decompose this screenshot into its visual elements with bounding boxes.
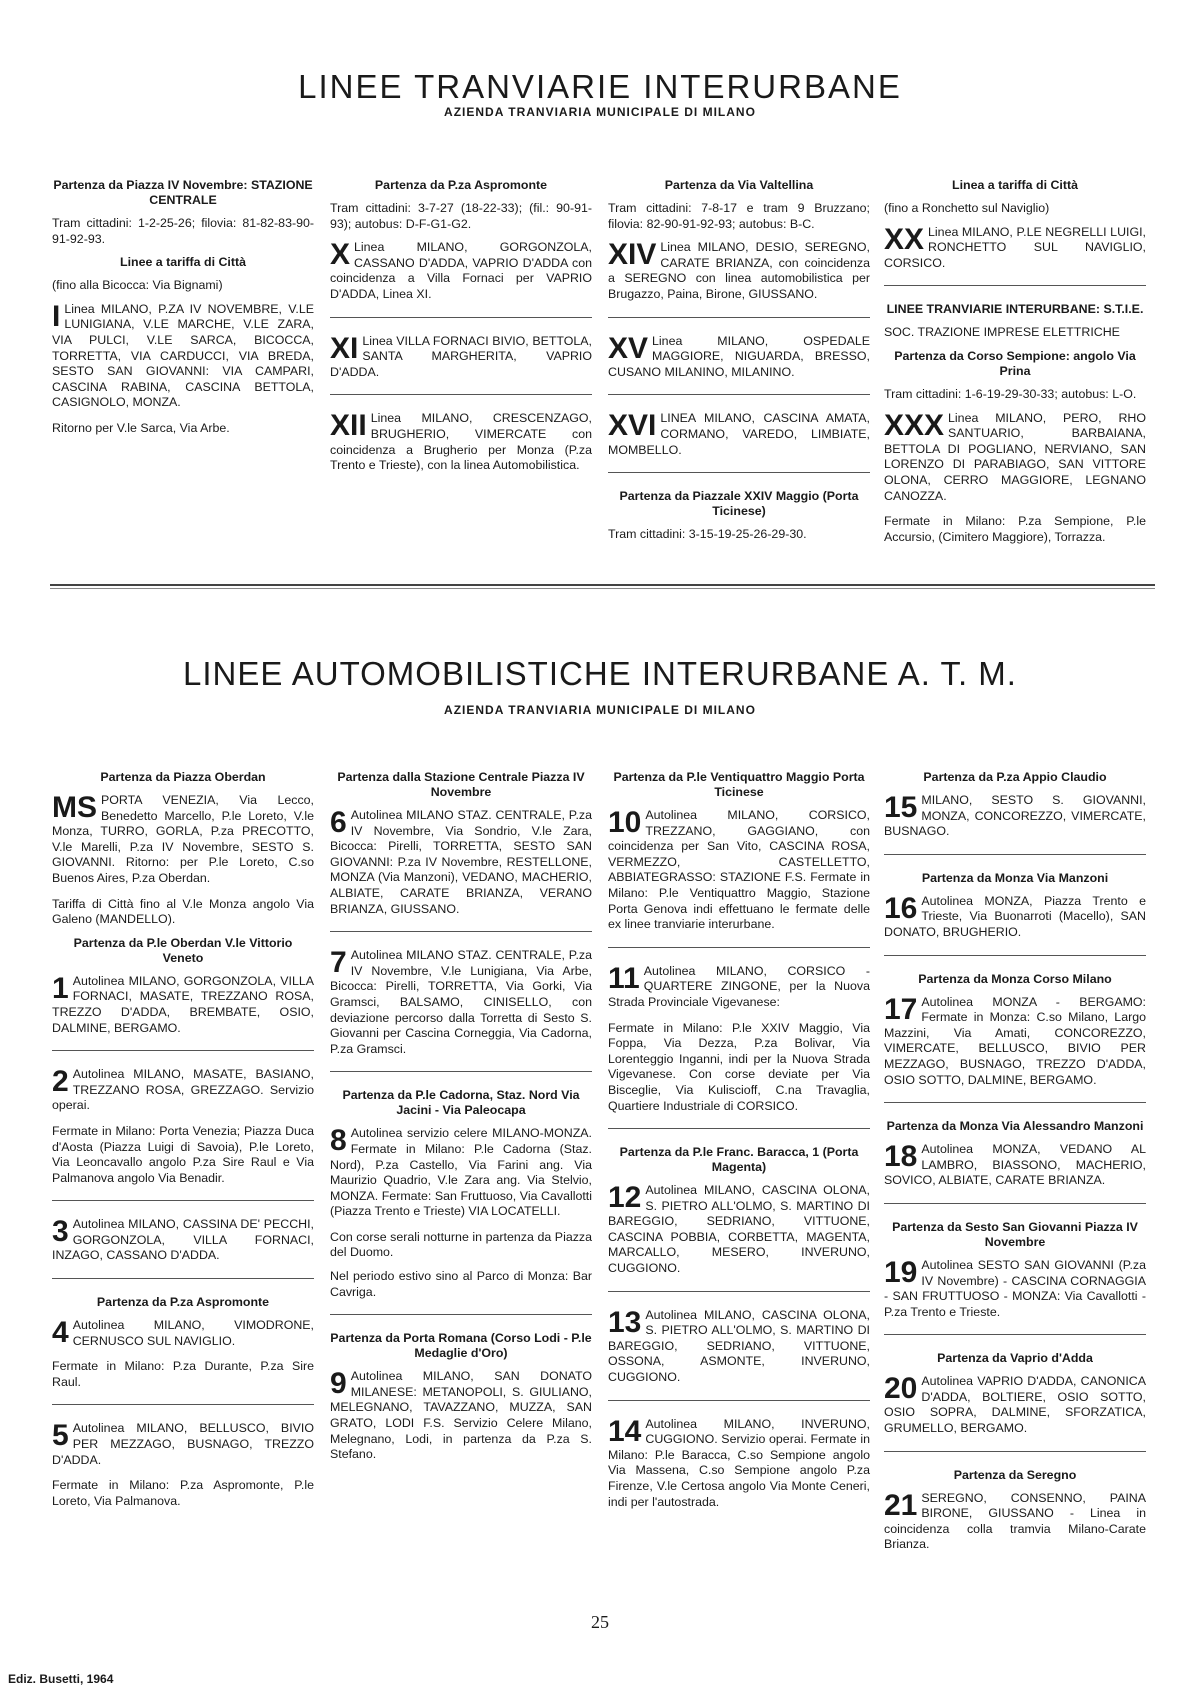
departure-heading: Partenza da Piazza Oberdan xyxy=(100,770,266,784)
info-text: Tram cittadini: 1-6-19-29-30-33; autobus: L-O. xyxy=(884,386,1137,401)
info-text: (fino alla Bicocca: Via Bignami) xyxy=(52,278,223,293)
section-title-tram: LINEE TRANVIARIE INTERURBANE xyxy=(298,68,902,105)
divider xyxy=(52,1278,314,1279)
line-entry xyxy=(608,1183,870,1277)
info-text: Ritorno per V.le Sarca, Via Arbe. xyxy=(52,420,230,435)
line-number: 9 xyxy=(330,1367,347,1401)
tram-column-1 xyxy=(52,178,314,445)
departure-heading: Partenza da Vaprio d'Adda xyxy=(937,1351,1093,1366)
departure-heading: Partenza da P.za Appio Claudio xyxy=(923,770,1107,784)
line-number: 7 xyxy=(330,946,347,980)
line-description: Linea MILANO, CRESCENZAGO, BRUGHERIO, VIMERCATE con coincidenza a Brugherio per Monza (P.za Trento e Trieste), con la linea Automobilistica. xyxy=(330,411,592,473)
divider xyxy=(52,1050,314,1051)
tram-column-3 xyxy=(608,178,870,551)
line-description: Autolinea MILANO, GORGONZOLA, VILLA FORNACI, MASATE, TREZZANO ROSA, TREZZO D'ADDA, BREMBATE, OSIO, DALMINE, BERGAMO. xyxy=(52,973,314,1035)
line-number: 12 xyxy=(608,1181,642,1215)
section-divider xyxy=(50,584,1155,589)
divider xyxy=(608,317,870,318)
divider xyxy=(884,1203,1146,1204)
line-description: Linea MILANO, GORGONZOLA, CASSANO D'ADDA, VAPRIO D'ADDA con coincidenza a Villa Fornaci per VAPRIO D'ADDA, Linea XI. xyxy=(330,240,592,301)
line-entry xyxy=(608,1414,870,1511)
bus-column-3 xyxy=(608,770,870,1520)
line-entry xyxy=(52,299,314,411)
line-number: XV xyxy=(608,331,649,365)
line-entry xyxy=(52,971,314,1036)
divider xyxy=(52,1404,314,1405)
divider xyxy=(884,1102,1146,1103)
line-description: Autolinea MONZA, VEDANO AL LAMBRO, BIASSONO, MACHERIO, SOVICO, ALBIATE, CARATE BRIANZA. xyxy=(884,1142,1146,1188)
line-number: I xyxy=(52,299,61,333)
line-entry xyxy=(608,240,870,302)
divider xyxy=(52,1200,314,1201)
line-entry xyxy=(52,1067,314,1114)
line-entry xyxy=(884,222,1146,272)
line-description: Autolinea MONZA - BERGAMO: Fermate in Monza: C.so Milano, Largo Mazzini, Via Amati, CONCOREZZO, VIMERCATE, BELLUSCO, BIVIO PER MEZZAGO, BUSNAGO, TREZZO D'ADDA, OSIO SOTTO, DALMINE, BERGAMO. xyxy=(884,994,1146,1087)
line-entry xyxy=(884,1255,1146,1320)
line-description: Autolinea MILANO, CASCINA OLONA, S. PIETRO ALL'OLMO, S. MARTINO DI BAREGGIO, SEDRIANO, VITTUONE, OSSONA, ASMONTE, INVERUNO, CUGGIONO. xyxy=(608,1307,870,1385)
line-number: 4 xyxy=(52,1316,69,1350)
info-text: Tram cittadini: 1-2-25-26; filovia: 81-82-83-90-91-92-93. xyxy=(52,216,314,246)
line-number: 19 xyxy=(884,1255,918,1289)
line-number: 13 xyxy=(608,1305,642,1339)
line-description: Autolinea MONZA, Piazza Trento e Trieste, Via Buonarroti (Macello), SAN DONATO, BRUGHERIO. xyxy=(884,893,1146,939)
line-description: Linea VILLA FORNACI BIVIO, BETTOLA, SANTA MARGHERITA, VAPRIO D'ADDA. xyxy=(330,333,592,379)
line-entry xyxy=(330,1126,592,1220)
line-description: PORTA VENEZIA, Via Lecco, Benedetto Marcello, P.le Loreto, V.le Monza, TURRO, GORLA, P.za PRECOTTO, V.le Marelli, P.za IV Novembre, SESTO S. GIOVANNI. Ritorno: per P.le Loreto, C.so Buenos Aires, P.za Oberdan. xyxy=(52,793,314,885)
info-text: Fermate in Milano: Porta Venezia; Piazza Duca d'Aosta (Piazza Luigi di Savoia), P.le Loreto, Via Leoncavallo angolo P.za Sire Raul e Via Palmanova angolo Via Benadir. xyxy=(52,1123,314,1185)
departure-heading: Partenza da Piazza IV Novembre: STAZIONE CENTRALE xyxy=(53,178,313,207)
departure-heading: Partenza da Monza Via Alessandro Manzoni xyxy=(886,1119,1144,1134)
line-description: Autolinea MILANO STAZ. CENTRALE, P.za IV Novembre, V.le Lunigiana, Via Arbe, Bicocca: Pirelli, TORRETTA, Via Gorki, Via Gramsci, BALSAMO, CINISELLO, con deviazione percorso dalla Torretta di Sesto S. Giovanni per Cascina Corneggia, Via Cadorna, P.za Gramsci. xyxy=(330,948,592,1056)
line-entry xyxy=(52,1421,314,1468)
line-number: 3 xyxy=(52,1215,69,1249)
bus-column-1 xyxy=(52,770,314,1517)
departure-heading: Partenza da P.le Franc. Baracca, 1 (Porta Magenta) xyxy=(619,1145,859,1175)
line-description: Linea MILANO, PERO, RHO SANTUARIO, BARBAIANA, BETTOLA DI POGLIANO, NERVIANO, SAN LORENZO DI PARABIAGO, SAN VITTORE OLONA, CERRO MAGGIORE, LEGNANO CANOZZA. xyxy=(884,410,1146,503)
info-text: Con corse serali notturne in partenza da Piazza del Duomo. xyxy=(330,1229,592,1260)
line-entry xyxy=(884,891,1146,941)
line-entry xyxy=(330,808,592,917)
line-number: 21 xyxy=(884,1488,918,1522)
line-description: Autolinea MILANO, CASSINA DE' PECCHI, GORGONZOLA, VILLA FORNACI, INZAGO, CASSANO D'ADDA. xyxy=(52,1217,314,1263)
line-entry xyxy=(330,240,592,302)
departure-heading: Partenza da Sesto San Giovanni Piazza IV Novembre xyxy=(892,1219,1138,1249)
divider xyxy=(330,1314,592,1315)
divider xyxy=(330,931,592,932)
line-number: XI xyxy=(330,331,359,365)
divider xyxy=(884,285,1146,286)
edition-credit: Ediz. Busetti, 1964 xyxy=(8,1672,114,1686)
info-text: Tram cittadini: 3-15-19-25-26-29-30. xyxy=(608,527,807,542)
line-entry xyxy=(330,948,592,1057)
departure-heading: Partenza da Monza Corso Milano xyxy=(918,971,1112,986)
line-entry xyxy=(608,331,870,381)
divider xyxy=(608,1128,870,1129)
departure-heading: Partenza da Via Valtellina xyxy=(664,178,814,192)
line-number: 8 xyxy=(330,1124,347,1158)
line-entry xyxy=(884,793,1146,840)
divider xyxy=(330,317,592,318)
divider xyxy=(608,947,870,948)
departure-heading: Linea a tariffa di Città xyxy=(952,178,1078,192)
divider xyxy=(884,1451,1146,1452)
line-description: Autolinea MILANO, VIMODRONE, CERNUSCO SUL NAVIGLIO. xyxy=(72,1318,314,1348)
line-entry xyxy=(608,1305,870,1386)
line-number: 1 xyxy=(52,971,69,1005)
line-number: XVI xyxy=(608,409,657,443)
info-text: Fermate in Milano: P.za Sempione, P.le Accursio, (Cimitero Maggiore), Torrazza. xyxy=(884,514,1146,544)
line-number: XXX xyxy=(884,408,945,442)
line-description: Autolinea MILANO, CORSICO, TREZZANO, GAGGIANO, con coincidenza per San Vito, CASCINA ROSA, VERMEZZO, CASTELLETTO, ABBIATEGRASSO: STAZIONE F.S. Fermate in Milano: P.le Ventiquattro Maggio, Stazione Porta Genova indi effettuano le fermate delle ex linee tranviarie interurbane. xyxy=(608,808,870,932)
line-entry xyxy=(330,411,592,473)
line-description: Linea MILANO, P.ZA IV NOVEMBRE, V.LE LUNIGIANA, V.LE MARCHE, V.LE ZARA, VIA PULCI, V.LE SARCA, BICOCCA, TORRETTA, VIA CARDUCCI, VIA BREDA, SESTO SAN GIOVANNI: VIA CAMPARI, CASCINA RABINA, CASCINA BETTOLA, CASIGNOLO, MONZA. xyxy=(52,301,314,410)
line-number: 16 xyxy=(884,891,918,925)
line-description: Autolinea MILANO, MASATE, BASIANO, TREZZANO ROSA, GREZZAGO. Servizio operai. xyxy=(52,1067,314,1113)
tram-column-2 xyxy=(330,178,592,484)
line-description: Autolinea VAPRIO D'ADDA, CANONICA D'ADDA, BOLTIERE, OSIO SOTTO, OSIO SOPRA, DALMINE, SFORZATICA, GRUMELLO, BERGAMO. xyxy=(884,1374,1146,1436)
info-text: SOC. TRAZIONE IMPRESE ELETTRICHE xyxy=(884,325,1120,340)
line-description: Autolinea SESTO SAN GIOVANNI (P.za IV Novembre) - CASCINA CORNAGGIA - SAN FRUTTUOSO - MONZA: Via Cavallotti - P.za Trento e Trieste. xyxy=(884,1257,1146,1319)
line-entry xyxy=(884,992,1146,1089)
divider xyxy=(608,1291,870,1292)
departure-heading: Partenza da P.le Ventiquattro Maggio Porta Ticinese xyxy=(613,770,865,799)
line-number: 15 xyxy=(884,791,918,824)
line-description: Autolinea servizio celere MILANO-MONZA. Fermate in Milano: P.le Cadorna (Staz. Nord), P.za Castello, Via Farini ang. Via Maurizio Quadrio, V.le Zara ang. Via Stelvio, MONZA. Fermate: San Fruttuoso, Via Cavallotti (Piazza Trento e Trieste) VIA LOCATELLI. xyxy=(330,1126,592,1219)
divider xyxy=(884,955,1146,956)
line-entry xyxy=(52,793,314,887)
line-entry xyxy=(330,331,592,381)
departure-heading: Partenza da P.za Aspromonte xyxy=(96,1295,270,1310)
line-entry xyxy=(608,411,870,458)
info-text: Tram cittadini: 3-7-27 (18-22-33); (fil.: 90-91-93); autobus: D-F-G1-G2. xyxy=(330,201,592,231)
line-number: 18 xyxy=(884,1140,918,1174)
line-number: 6 xyxy=(330,806,347,839)
line-description: Autolinea MILANO, SAN DONATO MILANESE: METANOPOLI, S. GIULIANO, MELEGNANO, TAVAZZANO, MUZZA, SAN GRATO, LODI F.S. Servizio Celere Milano, Melegnano, Lodi, in partenza da P.za S. Stefano. xyxy=(330,1369,592,1462)
line-entry xyxy=(884,408,1146,505)
line-entry xyxy=(884,1488,1146,1553)
line-number: 5 xyxy=(52,1419,69,1453)
divider xyxy=(608,394,870,395)
line-number: 2 xyxy=(52,1065,69,1099)
departure-heading: Partenza da P.za Aspromonte xyxy=(374,178,548,192)
line-description: Autolinea MILANO, BELLUSCO, BIVIO PER MEZZAGO, BUSNAGO, TREZZO D'ADDA. xyxy=(52,1421,314,1467)
info-text: Nel periodo estivo sino al Parco di Monza: Bar Cavriga. xyxy=(330,1269,592,1299)
info-text: Fermate in Milano: P.le XXIV Maggio, Via Foppa, Via Dezza, P.za Bolivar, Via Lorenteggio Inganni, indi per la Nuova Strada Vigevanese. Con corse deviate per Via Bisceglie, Via Kuliscioff, C.na Travaglia, Quartiere Industriale di CORSICO. xyxy=(608,1020,870,1113)
info-text: Fermate in Milano: P.za Durante, P.za Sire Raul. xyxy=(52,1359,314,1389)
departure-heading: Partenza da Piazzale XXIV Maggio (Porta Ticinese) xyxy=(619,489,859,519)
divider xyxy=(884,1334,1146,1335)
divider xyxy=(330,1071,592,1072)
divider xyxy=(608,472,870,473)
line-number: 10 xyxy=(608,806,642,839)
line-description: Autolinea MILANO, INVERUNO, CUGGIONO. Servizio operai. Fermate in Milano: P.le Baracca, C.so Sempione angolo Via Massena, C.so Sempione angolo P.za Firenze, V.le Certosa angolo Via Monte Ceneri, indi per l'autostrada. xyxy=(608,1416,870,1509)
section-subtitle-tram: AZIENDA TRANVIARIA MUNICIPALE DI MILANO xyxy=(444,105,756,119)
line-number: MS xyxy=(52,791,97,824)
departure-heading: Partenza da Monza Via Manzoni xyxy=(921,870,1109,885)
line-description: Linea MILANO, DESIO, SEREGNO, CARATE BRIANZA, con coincidenza a SEREGNO con linea automobilistica per Brugazzo, Paina, Birone, GIUSSANO. xyxy=(608,240,870,301)
departure-heading: Partenza da Seregno xyxy=(953,1467,1077,1482)
departure-heading: LINEE TRANVIARIE INTERURBANE: S.T.I.E. xyxy=(886,302,1144,317)
line-entry xyxy=(608,808,870,933)
section-subtitle-bus: AZIENDA TRANVIARIA MUNICIPALE DI MILANO xyxy=(444,703,756,717)
info-text: Fermate in Milano: P.za Aspromonte, P.le Loreto, Via Palmanova. xyxy=(52,1478,314,1508)
line-number: X xyxy=(330,238,351,272)
line-description: Autolinea MILANO, CORSICO - QUARTERE ZINGONE, per la Nuova Strada Provinciale Vigevanese: xyxy=(608,963,870,1009)
line-description: SEREGNO, CONSENNO, PAINA BIRONE, GIUSSANO - Linea in coincidenza colla tramvia Milano-Carate Brianza. xyxy=(884,1490,1146,1552)
section-title-bus: LINEE AUTOMOBILISTICHE INTERURBANE A. T. M. xyxy=(183,655,1017,692)
line-number: XII xyxy=(330,409,367,443)
departure-heading: Partenza dalla Stazione Centrale Piazza IV Novembre xyxy=(337,770,585,799)
line-entry xyxy=(608,961,870,1011)
line-description: Autolinea MILANO, CASCINA OLONA, S. PIETRO ALL'OLMO, S. MARTINO DI BAREGGIO, SEDRIANO, VITTUONE, CASCINA POBBIA, CORBETTA, MAGENTA, MARCALLO, MESERO, INVERUNO, CUGGIONO. xyxy=(608,1183,870,1276)
bus-column-2 xyxy=(330,770,592,1473)
departure-heading: Partenza da P.le Oberdan V.le Vittorio Veneto xyxy=(73,935,293,965)
line-number: 11 xyxy=(608,961,640,995)
line-number: 17 xyxy=(884,992,918,1026)
divider xyxy=(330,394,592,395)
line-number: XIV xyxy=(608,238,657,272)
line-entry xyxy=(52,1318,314,1349)
line-number: 14 xyxy=(608,1414,642,1448)
bus-column-4 xyxy=(884,770,1146,1563)
line-description: Autolinea MILANO STAZ. CENTRALE, P.za IV Novembre, Via Sondrio, V.le Zara, Bicocca: Pirelli, TORRETTA, SESTO SAN GIOVANNI: P.za IV Novembre, RESTELLONE, MONZA (Via Manzoni), VEDANO, MACHERIO, ALBIATE, CARATE BRIANZA, VERANO BRIANZA, GIUSSANO. xyxy=(330,808,592,916)
line-entry xyxy=(884,1374,1146,1436)
divider xyxy=(884,854,1146,855)
line-description: Linea MILANO, P.LE NEGRELLI LUIGI, RONCHETTO SUL NAVIGLIO, CORSICO. xyxy=(884,224,1146,270)
departure-heading: Partenza da Corso Sempione: angolo Via Prina xyxy=(894,348,1136,378)
divider xyxy=(608,1400,870,1401)
info-text: Tariffa di Città fino al V.le Monza angolo Via Galeno (MANDELLO). xyxy=(52,896,314,927)
line-entry xyxy=(52,1217,314,1264)
line-number: 20 xyxy=(884,1372,918,1406)
line-description: Linea MILANO, OSPEDALE MAGGIORE, NIGUARDA, BRESSO, CUSANO MILANINO, MILANINO. xyxy=(608,333,870,379)
departure-heading: Linee a tariffa di Città xyxy=(120,255,246,270)
departure-heading: Partenza da Porta Romana (Corso Lodi - P.le Medaglie d'Oro) xyxy=(330,1331,592,1361)
info-text: Tram cittadini: 7-8-17 e tram 9 Bruzzano; filovia: 82-90-91-92-93; autobus: B-C. xyxy=(608,201,870,231)
departure-heading: Partenza da P.le Cadorna, Staz. Nord Via Jacini - Via Paleocapa xyxy=(342,1088,580,1118)
line-number: XX xyxy=(884,222,925,256)
info-text: (fino a Ronchetto sul Naviglio) xyxy=(884,201,1050,215)
line-description: MILANO, SESTO S. GIOVANNI, MONZA, CONCOREZZO, VIMERCATE, BUSNAGO. xyxy=(884,793,1146,839)
page-number: 25 xyxy=(591,1612,609,1632)
line-description: LINEA MILANO, CASCINA AMATA, CORMANO, VAREDO, LIMBIATE, MOMBELLO. xyxy=(608,411,870,457)
line-entry xyxy=(884,1142,1146,1189)
tram-column-4 xyxy=(884,178,1146,553)
line-entry xyxy=(330,1369,592,1463)
